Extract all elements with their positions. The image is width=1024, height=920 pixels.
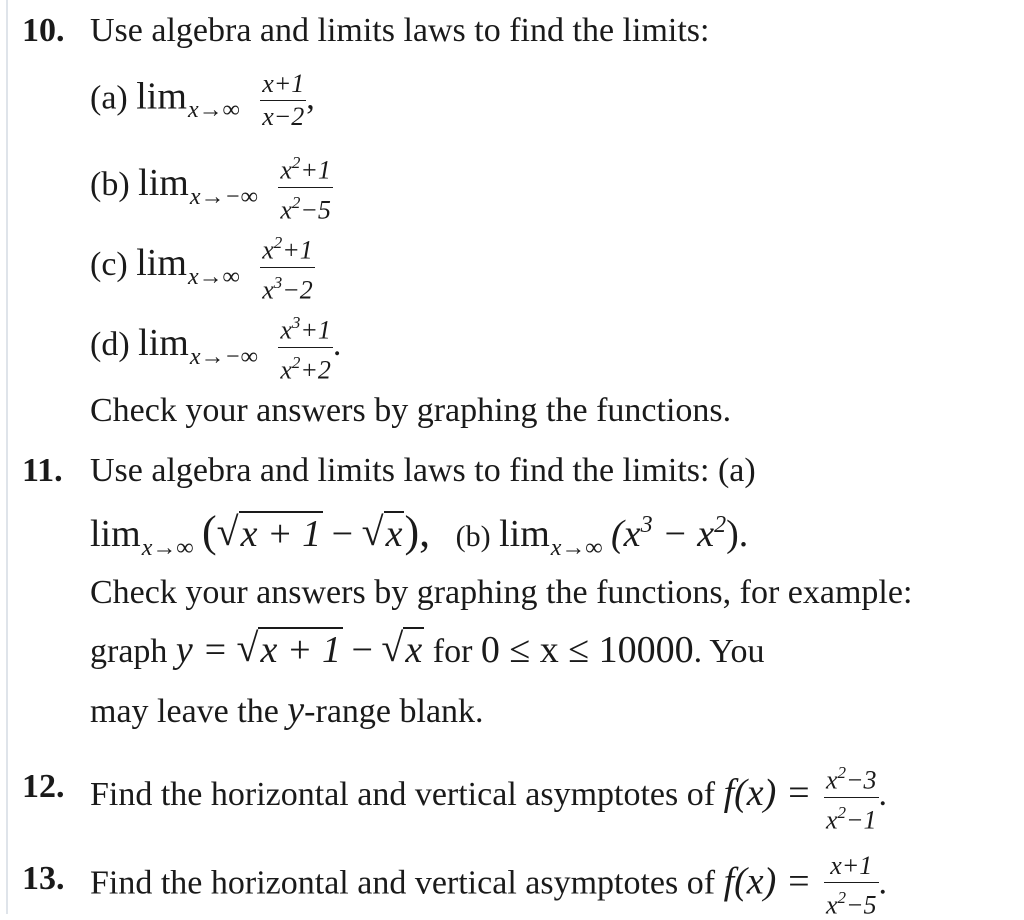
numerator: $x^2+1$ [280, 153, 331, 185]
numerator: x+1 [262, 69, 305, 98]
fraction [260, 230, 315, 304]
left-margin-rule [6, 0, 8, 914]
range-inequality: 0 ≤ x ≤ 10000 [480, 629, 694, 671]
problem-11-limits: $\lim_{x\to\infty}$ (√ x + 1 − √ x), (b) $\lim_{x\to\infty} (x^3 - x^2)$. [90, 506, 748, 557]
problem-11-leave: may leave the y-range blank. [90, 689, 484, 731]
problem-10 [22, 12, 88, 50]
fraction [260, 70, 306, 131]
problem-number: 11. [22, 452, 63, 489]
problem-12 [22, 768, 88, 806]
problem-number: 10. [22, 12, 65, 49]
function-definition: f(x) = [723, 860, 812, 903]
problem-12-text: Find the horizontal and vertical asymptotes of f(x) = $\frac{x^2-3}{x^2-1}$ . [90, 760, 887, 834]
lim-subscript: x→∞ [550, 535, 603, 561]
lim-operator: lim [136, 75, 187, 118]
problem-number: 13. [22, 860, 65, 897]
problem-10-intro: Use algebra and limits laws to find the limits: [90, 12, 710, 49]
numerator: $x^2+1$ [262, 233, 313, 265]
problem-10-part-b [90, 150, 333, 224]
polynomial-expression: $(x^3 - x^2)$. [611, 512, 749, 555]
fraction [824, 760, 879, 834]
lim-subscript: x→∞ [141, 535, 194, 561]
lim-operator: lim [136, 241, 187, 284]
problem-13-text: Find the horizontal and vertical asymptotes of f(x) = $\frac{x+1}{x^2-5}$ . [90, 851, 888, 920]
function-definition: f(x) = [723, 771, 812, 814]
lim-operator: lim [138, 161, 189, 204]
denominator: x−2 [262, 102, 305, 131]
fraction [278, 310, 333, 384]
denominator: $x^3-2$ [260, 267, 315, 305]
part-label: (a) [90, 79, 128, 117]
problem-10-check: Check your answers by graphing the functions. [90, 392, 732, 429]
problem-11-check: Check your answers by graphing the functions, for example: [90, 574, 913, 611]
fraction [278, 150, 333, 224]
sqrt-expression: √ x [381, 628, 424, 672]
part-label: (d) [90, 325, 130, 363]
sqrt-expression: √ x [362, 512, 405, 556]
lim-operator: lim [90, 513, 141, 555]
numerator: x+1 [830, 851, 873, 880]
denominator: $x^2-1$ [824, 797, 879, 835]
problem-10-part-d: (d) $\lim_{x\to-\infty}$ $\frac{x^3+1}{x^2+2}$ . [90, 310, 341, 384]
problem-11-graph: graph y = √ x + 1 − √ x for 0 ≤ x ≤ 10000. You [90, 628, 765, 672]
problem-11 [22, 452, 88, 490]
sqrt-expression: √ x + 1 [236, 628, 343, 672]
lim-subscript: x→∞ [187, 263, 240, 290]
problem-10-part-a: (a) $\lim_{x\to\infty}$ $\frac{x+1}{x-2}$ , [90, 69, 315, 131]
lim-subscript: x→∞ [187, 97, 240, 124]
numerator: $x^2-3$ [825, 763, 877, 795]
part-label: (c) [90, 245, 128, 283]
problem-number: 12. [22, 768, 65, 805]
part-label: (b) [90, 165, 130, 203]
problem-13 [22, 860, 88, 898]
problem-10-part-c [90, 230, 315, 304]
lim-subscript: x→−∞ [189, 343, 258, 370]
sqrt-expression: √ x + 1 [217, 512, 324, 556]
denominator: $x^2-5$ [278, 187, 333, 225]
denominator: $x^2-5$ [824, 882, 879, 920]
problem-11-intro: Use algebra and limits laws to find the limits: (a) [90, 452, 756, 489]
denominator: $x^2+2$ [278, 347, 333, 385]
fraction [824, 852, 879, 920]
lim-subscript: x→−∞ [189, 183, 258, 210]
lim-operator: lim [138, 321, 189, 364]
numerator: $x^3+1$ [280, 313, 331, 345]
part-label: (b) [455, 520, 491, 553]
lim-operator: lim [499, 513, 550, 555]
